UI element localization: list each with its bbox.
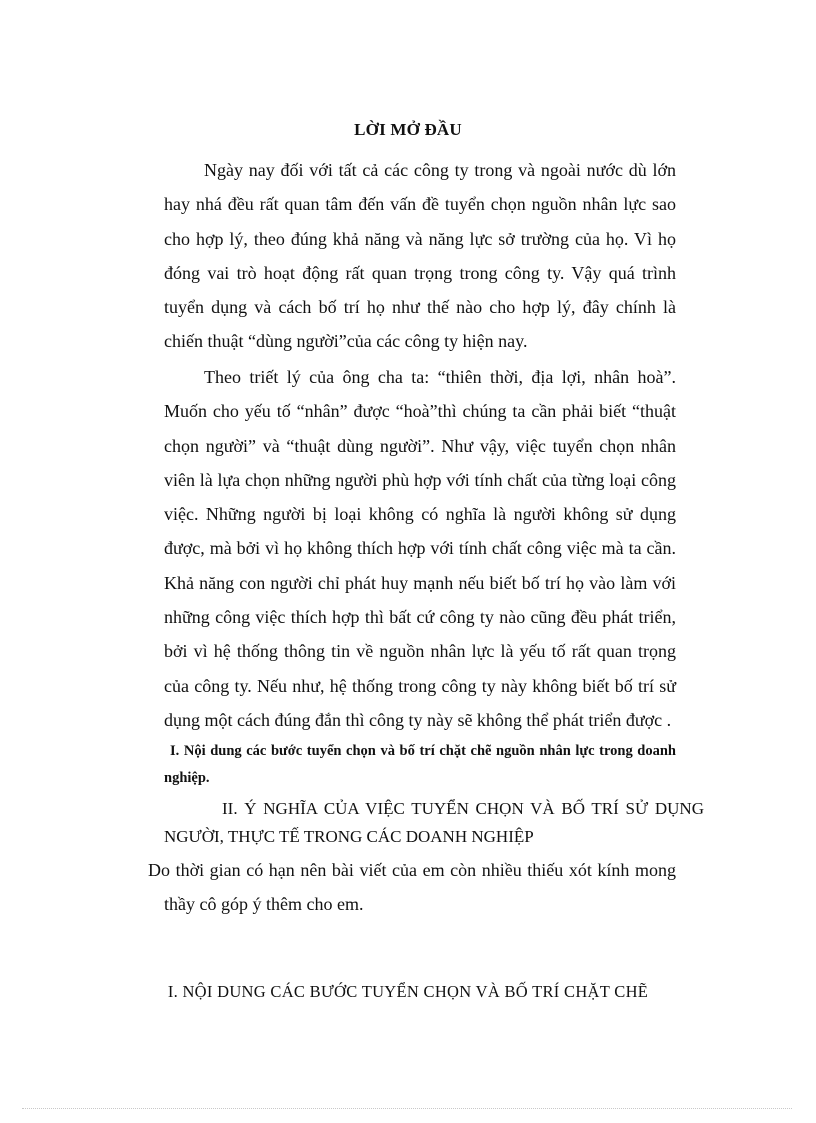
outline-item-1: I. Nội dung các bước tuyển chọn và bố trí chặt chẽ nguồn nhân lực trong doanh nghiệp. [164,743,676,786]
page-bottom-divider [22,1108,792,1109]
section-heading: I. NỘI DUNG CÁC BƯỚC TUYỂN CHỌN VÀ BỐ TRÍ CHẶT CHẼ [167,982,649,1001]
closing-paragraph: Do thời gian có hạn nên bài viết của em còn nhiều thiếu xót kính mong thầy cô góp ý thêm cho em. [148,860,676,915]
document-title: LỜI MỞ ĐẦU [354,120,462,139]
outline-item-2: II. Ý NGHĨA CỦA VIỆC TUYỂN CHỌN VÀ BỐ TRÍ SỬ DỤNG NGƯỜI, THỰC TẾ TRONG CÁC DOANH NGHIỆP [164,799,704,846]
intro-paragraph-1: Ngày nay đối với tất cả các công ty trong và ngoài nước dù lớn hay nhá đều rất quan tâm đến vấn đề tuyển chọn nguồn nhân lực sao cho hợp lý, theo đúng khả năng và năng lực sở trường của họ. Vì họ đóng vai trò hoạt động rất quan trọng trong công ty. Vậy quá trình tuyển dụng và cách bố trí họ như thế nào cho hợp lý, đây chính là chiến thuật “dùng người”của các công ty hiện nay. [164,160,676,352]
intro-paragraph-2: Theo triết lý của ông cha ta: “thiên thời, địa lợi, nhân hoà”. Muốn cho yếu tố “nhân” được “hoà”thì chúng ta cần phải biết “thuật chọn người” và “thuật dùng người”. Như vậy, việc tuyển chọn nhân viên là lựa chọn những người phù hợp với tính chất của từng loại công việc. Những người bị loại không có nghĩa là người không sử dụng được, mà bởi vì họ không thích hợp với tính chất công việc mà ta cần. Khả năng con người chỉ phát huy mạnh nếu biết bố trí họ vào làm với những công việc thích hợp thì bất cứ công ty nào cũng đều phát triển, bởi vì hệ thống thông tin về nguồn nhân lực là yếu tố rất quan trọng của công ty. Nếu như, hệ thống trong công ty này không biết bố trí sử dụng một cách đúng đắn thì công ty này sẽ không thể phát triển được . [164,367,676,730]
